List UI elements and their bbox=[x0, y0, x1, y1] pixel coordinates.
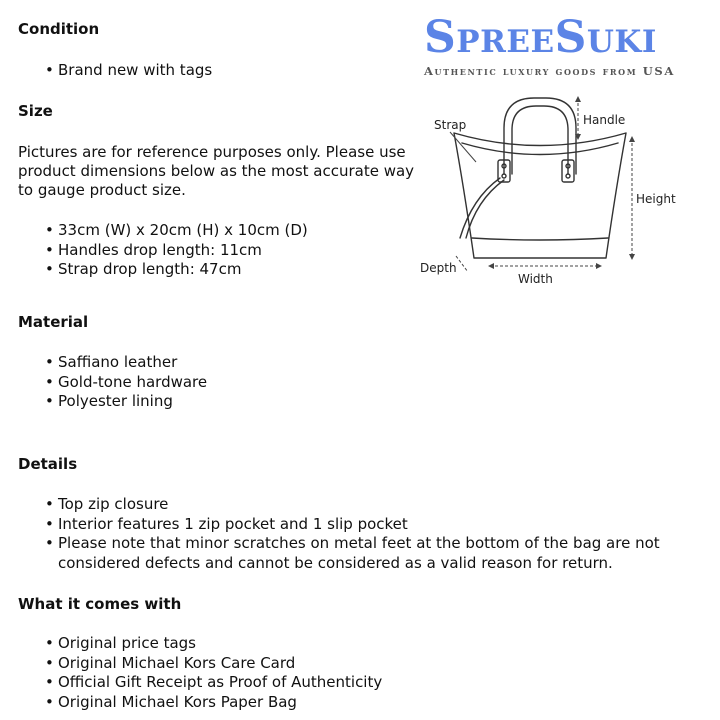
list-item: • 33cm (W) x 20cm (H) x 10cm (D) bbox=[30, 221, 308, 241]
list-item: • Original Michael Kors Paper Bag bbox=[30, 693, 382, 713]
details-heading: Details bbox=[18, 455, 78, 473]
logo-wordmark: SpreeSuki bbox=[424, 12, 657, 63]
material-list bbox=[30, 353, 207, 412]
condition-heading: Condition bbox=[18, 20, 100, 38]
bag-size-diagram bbox=[410, 88, 710, 298]
list-item: • Strap drop length: 47cm bbox=[30, 260, 308, 280]
comes-with-heading: What it comes with bbox=[18, 595, 182, 613]
condition-list bbox=[30, 61, 212, 81]
list-item: • Saffiano leather bbox=[30, 353, 207, 373]
diagram-label-height: Height bbox=[636, 192, 676, 206]
material-heading: Material bbox=[18, 313, 89, 331]
logo-tagline: Authentic luxury goods from USA bbox=[424, 64, 675, 78]
list-item: • Official Gift Receipt as Proof of Authenticity bbox=[30, 673, 382, 693]
list-item: • Gold-tone hardware bbox=[30, 373, 207, 393]
list-item: • Original price tags bbox=[30, 634, 382, 654]
details-list bbox=[30, 495, 710, 573]
size-list bbox=[30, 221, 308, 280]
list-item: • Interior features 1 zip pocket and 1 slip pocket bbox=[30, 515, 710, 535]
diagram-label-depth: Depth bbox=[420, 261, 457, 275]
list-item: • Brand new with tags bbox=[30, 61, 212, 81]
size-note: Pictures are for reference purposes only. Please use product dimensions below as the most accurate way to gauge product size. bbox=[18, 143, 415, 199]
diagram-label-width: Width bbox=[518, 272, 553, 286]
list-item: • Original Michael Kors Care Card bbox=[30, 654, 382, 674]
spreesuki-logo bbox=[424, 14, 716, 78]
diagram-label-handle: Handle bbox=[583, 113, 626, 127]
list-item: • Polyester lining bbox=[30, 392, 207, 412]
list-item: • Please note that minor scratches on metal feet at the bottom of the bag are not considered defects and cannot be considered as a valid reason for return. bbox=[30, 534, 710, 573]
diagram-label-strap: Strap bbox=[434, 118, 467, 132]
list-item: • Handles drop length: 11cm bbox=[30, 241, 308, 261]
comes-with-list bbox=[30, 634, 382, 712]
size-heading: Size bbox=[18, 102, 53, 120]
list-item: • Top zip closure bbox=[30, 495, 710, 515]
